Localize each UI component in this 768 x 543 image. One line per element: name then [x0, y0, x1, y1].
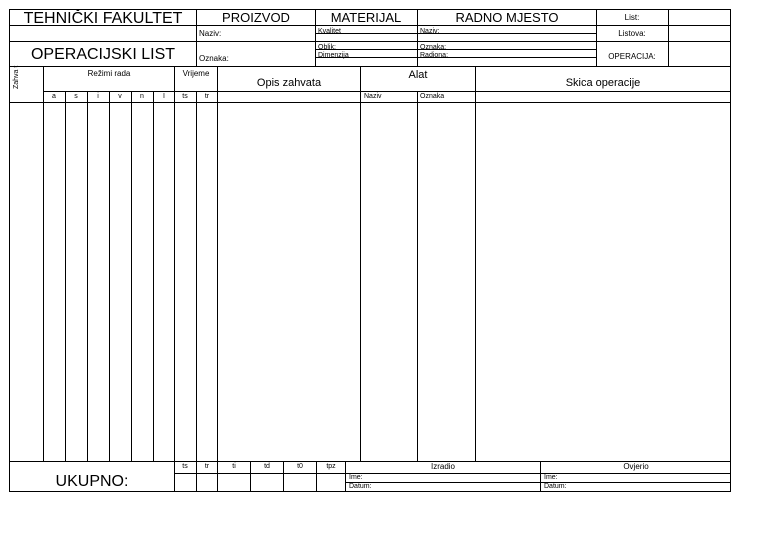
footer-td-label: td [264, 463, 270, 470]
time-ts-header: ts [182, 93, 188, 100]
total-label: UKUPNO: [55, 473, 129, 490]
material-shape-label: Oblik: [318, 44, 336, 51]
mode-i-header: i [97, 93, 99, 100]
product-name-label: Naziv: [199, 29, 222, 38]
footer-ti-label: ti [232, 463, 236, 470]
workplace-name-label: Naziv: [420, 28, 440, 35]
checked-by-name-label: Ime: [544, 474, 558, 481]
checked-by-date-label: Datum: [544, 483, 567, 490]
workplace-code-label: Oznaka: [420, 44, 447, 51]
tool-column-header: Alat [408, 69, 428, 81]
workplace-workshop-label: Radiona: [420, 52, 449, 59]
product-title: PROIZVOD [222, 10, 290, 25]
sheets-label: Listova: [618, 29, 646, 38]
mode-l-header: I [163, 93, 165, 100]
product-code-label: Oznaka: [199, 54, 229, 63]
material-title: MATERIJAL [330, 10, 402, 25]
footer-ts-label: ts [182, 463, 188, 470]
mode-v-header: v [118, 93, 122, 100]
sketch-column-header: Skica operacije [565, 77, 641, 89]
mode-n-header: n [140, 93, 144, 100]
tool-name-header: Naziv [364, 93, 382, 100]
made-by-name-label: Ime: [349, 474, 363, 481]
modes-column-header: Režimi rada [87, 69, 131, 78]
made-by-date-label: Datum: [349, 483, 372, 490]
material-dimension-label: Dimenzija [318, 52, 349, 59]
description-column-header: Opis zahvata [256, 77, 322, 89]
sheet-title: OPERACIJSKI LIST [30, 46, 176, 63]
footer-tr-label: tr [204, 463, 210, 470]
mode-a-header: a [52, 93, 56, 100]
workplace-title: RADNO MJESTO [455, 10, 559, 25]
footer-tpz-label: tpz [326, 463, 336, 470]
footer-t0-label: t0 [297, 463, 303, 470]
operation-label: OPERACIJA: [608, 52, 656, 61]
time-tr-header: tr [204, 93, 210, 100]
mode-s-header: s [74, 93, 78, 100]
faculty-title: TEHNIČKI FAKULTET [23, 10, 183, 27]
checked-by-label: Ovjerio [623, 462, 649, 471]
material-quality-label: Kvalitet [318, 28, 341, 35]
made-by-label: Izradio [430, 462, 456, 471]
tool-code-header: Oznaka [420, 93, 445, 100]
step-column-header: Zahva t [13, 65, 20, 89]
time-column-header: Vrijeme [182, 69, 210, 78]
list-label: List: [624, 13, 640, 22]
